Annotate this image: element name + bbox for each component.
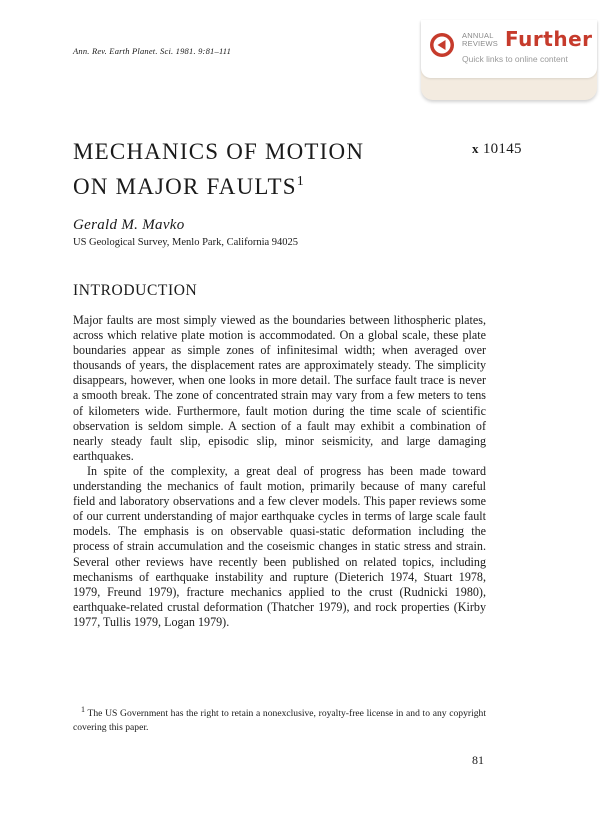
publisher-line-1: ANNUAL [462, 31, 494, 40]
article-title [73, 137, 453, 202]
title-line-2: ON MAJOR FAULTS [73, 174, 297, 199]
journal-citation: Ann. Rev. Earth Planet. Sci. 1981. 9:81–111 [73, 46, 232, 56]
further-banner-panel [421, 20, 597, 78]
catalog-number [472, 141, 522, 158]
section-heading-introduction: INTRODUCTION [73, 282, 198, 299]
catalog-number-value: 10145 [482, 141, 522, 157]
publisher-line-2: REVIEWS [462, 39, 498, 48]
author-name: Gerald M. Mavko [73, 217, 185, 233]
author-affiliation: US Geological Survey, Menlo Park, California 94025 [73, 237, 299, 248]
footnote-mark: 1 [81, 705, 85, 714]
play-arrow-icon [429, 32, 455, 58]
title-footnote-mark: 1 [296, 174, 305, 189]
paragraph: Major faults are most simply viewed as the boundaries between lithospheric plates, across which relative plate motion is accommodated. On a global scale, these plate boundaries appear as simple zones of infinitesimal width; when averaged over thousands of years, the displacement rates are approximately steady. The simplicity disappears, however, when one looks in more detail. The surface fault trace is never a smooth break. The zone of concentrated strain may vary from a few meters to tens of kilometers wide. Furthermore, fault motion during the time scale of scientific observation is seldom simple. A section of a fault may exhibit a combination of nearly steady fault slip, episodic slip, minor seismicity, and large damaging earthquakes. [73, 313, 486, 463]
footnote-text: The US Government has the right to retain a nonexclusive, royalty-free license in and to any copyright covering this paper. [73, 708, 486, 733]
footnote-line [73, 703, 486, 734]
further-links-banner[interactable] [421, 20, 597, 100]
further-tagline: Quick links to online content [462, 54, 568, 64]
paragraph: In spite of the complexity, a great deal of progress has been made toward understanding the mechanics of fault motion, primarily because of many careful field and laboratory observations and a few clever models. This paper reviews some of our current understanding of major earthquake cycles in terms of large scale fault models. The emphasis is on observable quasi-static deformation including the process of strain accumulation and the coseismic changes in static stress and strain. Several other reviews have recently been published on related topics, including mechanisms of earthquake instability and rupture (Dieterich 1974, Stuart 1978, 1979, Freund 1979), fracture mechanics applied to the crust (Rudnicki 1980), earthquake-related crustal deformation (Thatcher 1979), and rock properties (Kirby 1977, Tullis 1979, Logan 1979). [73, 463, 486, 629]
catalog-mark: x [472, 141, 479, 156]
introduction-body [73, 313, 486, 630]
annual-reviews-label [462, 32, 502, 48]
footnote [73, 703, 486, 734]
page-number: 81 [472, 753, 484, 767]
title-line-1: MECHANICS OF MOTION [73, 139, 365, 164]
further-wordmark: Further [505, 27, 593, 51]
